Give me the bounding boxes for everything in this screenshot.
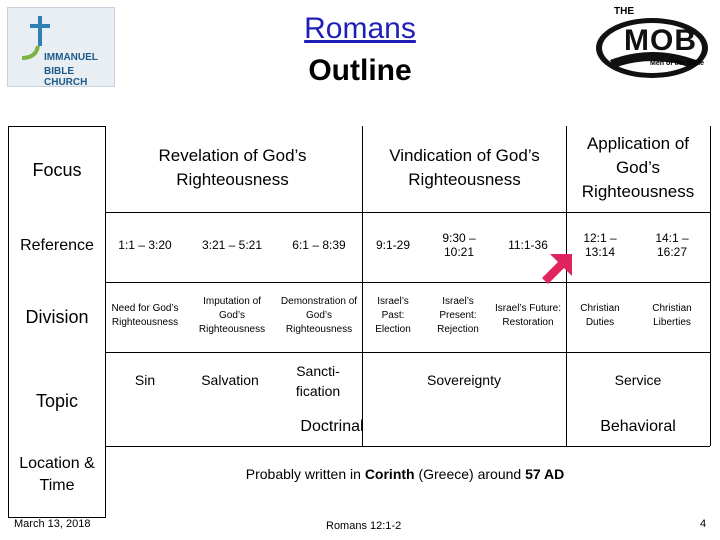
reference-cell: 9:1-29 bbox=[375, 238, 411, 252]
location-place: Corinth bbox=[364, 466, 415, 482]
logo-church-name: IMMANUEL bbox=[44, 52, 98, 63]
reference-cell: 1:1 – 3:20 bbox=[118, 238, 172, 252]
page-title: Outline bbox=[308, 54, 412, 87]
division-cell: Christian Liberties bbox=[652, 303, 692, 328]
reference-cell: 14:1 – 16:27 bbox=[655, 231, 689, 259]
division-cell: Christian Duties bbox=[580, 303, 620, 328]
focus-application: Application of God’s Righteousness bbox=[581, 134, 695, 201]
reference-cell: 11:1-36 bbox=[508, 238, 548, 252]
topic-salvation: Salvation bbox=[201, 372, 259, 388]
row-label-division: Division bbox=[25, 306, 89, 327]
row-label-topic: Topic bbox=[35, 390, 79, 411]
logo-main-text: MOB bbox=[624, 24, 697, 57]
footer-date: March 13, 2018 bbox=[14, 518, 91, 530]
pointer-arrow-icon bbox=[538, 250, 578, 290]
division-cell: Imputation of God’s Righteousness bbox=[198, 296, 266, 335]
title-link[interactable]: Romans bbox=[304, 12, 416, 45]
row-label-focus: Focus bbox=[32, 159, 82, 180]
row-label-reference: Reference bbox=[20, 237, 94, 254]
location-date: 57 AD bbox=[525, 466, 565, 482]
page-number: 4 bbox=[700, 518, 707, 530]
location-prefix: Probably written in bbox=[245, 466, 365, 482]
reference-cell: 9:30 – 10:21 bbox=[442, 231, 476, 259]
topic-sovereignty: Sovereignty bbox=[427, 372, 501, 388]
logo-top-text: THE bbox=[614, 6, 634, 17]
division-cell: Israel’s Present: Rejection bbox=[437, 296, 479, 335]
division-cell: Israel’s Past: Election bbox=[375, 296, 411, 335]
row-label-location: Location & Time bbox=[19, 455, 95, 494]
logo-sub-text: Men of the Bible bbox=[650, 60, 705, 67]
division-cell: Israel’s Future: Restoration bbox=[495, 303, 561, 328]
topic-service: Service bbox=[614, 372, 662, 388]
focus-vindication: Vindication of God’s Righteousness bbox=[389, 146, 540, 189]
focus-revelation: Revelation of God’s Righteousness bbox=[158, 146, 307, 189]
mob-logo bbox=[592, 4, 714, 84]
logo-church-subname: BIBLE CHURCH bbox=[44, 66, 88, 88]
footer-reference: Romans 12:1-2 bbox=[326, 520, 402, 532]
division-cell: Demonstration of God’s Righteousness bbox=[280, 296, 358, 335]
group-behavioral: Behavioral bbox=[600, 418, 676, 435]
church-logo bbox=[7, 7, 115, 87]
reference-cell: 3:21 – 5:21 bbox=[201, 238, 263, 252]
division-cell: Need for God’s Righteousness bbox=[111, 303, 179, 328]
topic-sanctification: Sancti-fication bbox=[295, 363, 341, 399]
reference-cell: 6:1 – 8:39 bbox=[292, 238, 346, 252]
location-text bbox=[140, 466, 670, 482]
location-middle: (Greece) around bbox=[414, 466, 526, 482]
topic-sin: Sin bbox=[134, 372, 156, 388]
group-doctrinal: Doctrinal bbox=[300, 418, 364, 435]
reference-cell: 12:1 – 13:14 bbox=[583, 231, 617, 259]
